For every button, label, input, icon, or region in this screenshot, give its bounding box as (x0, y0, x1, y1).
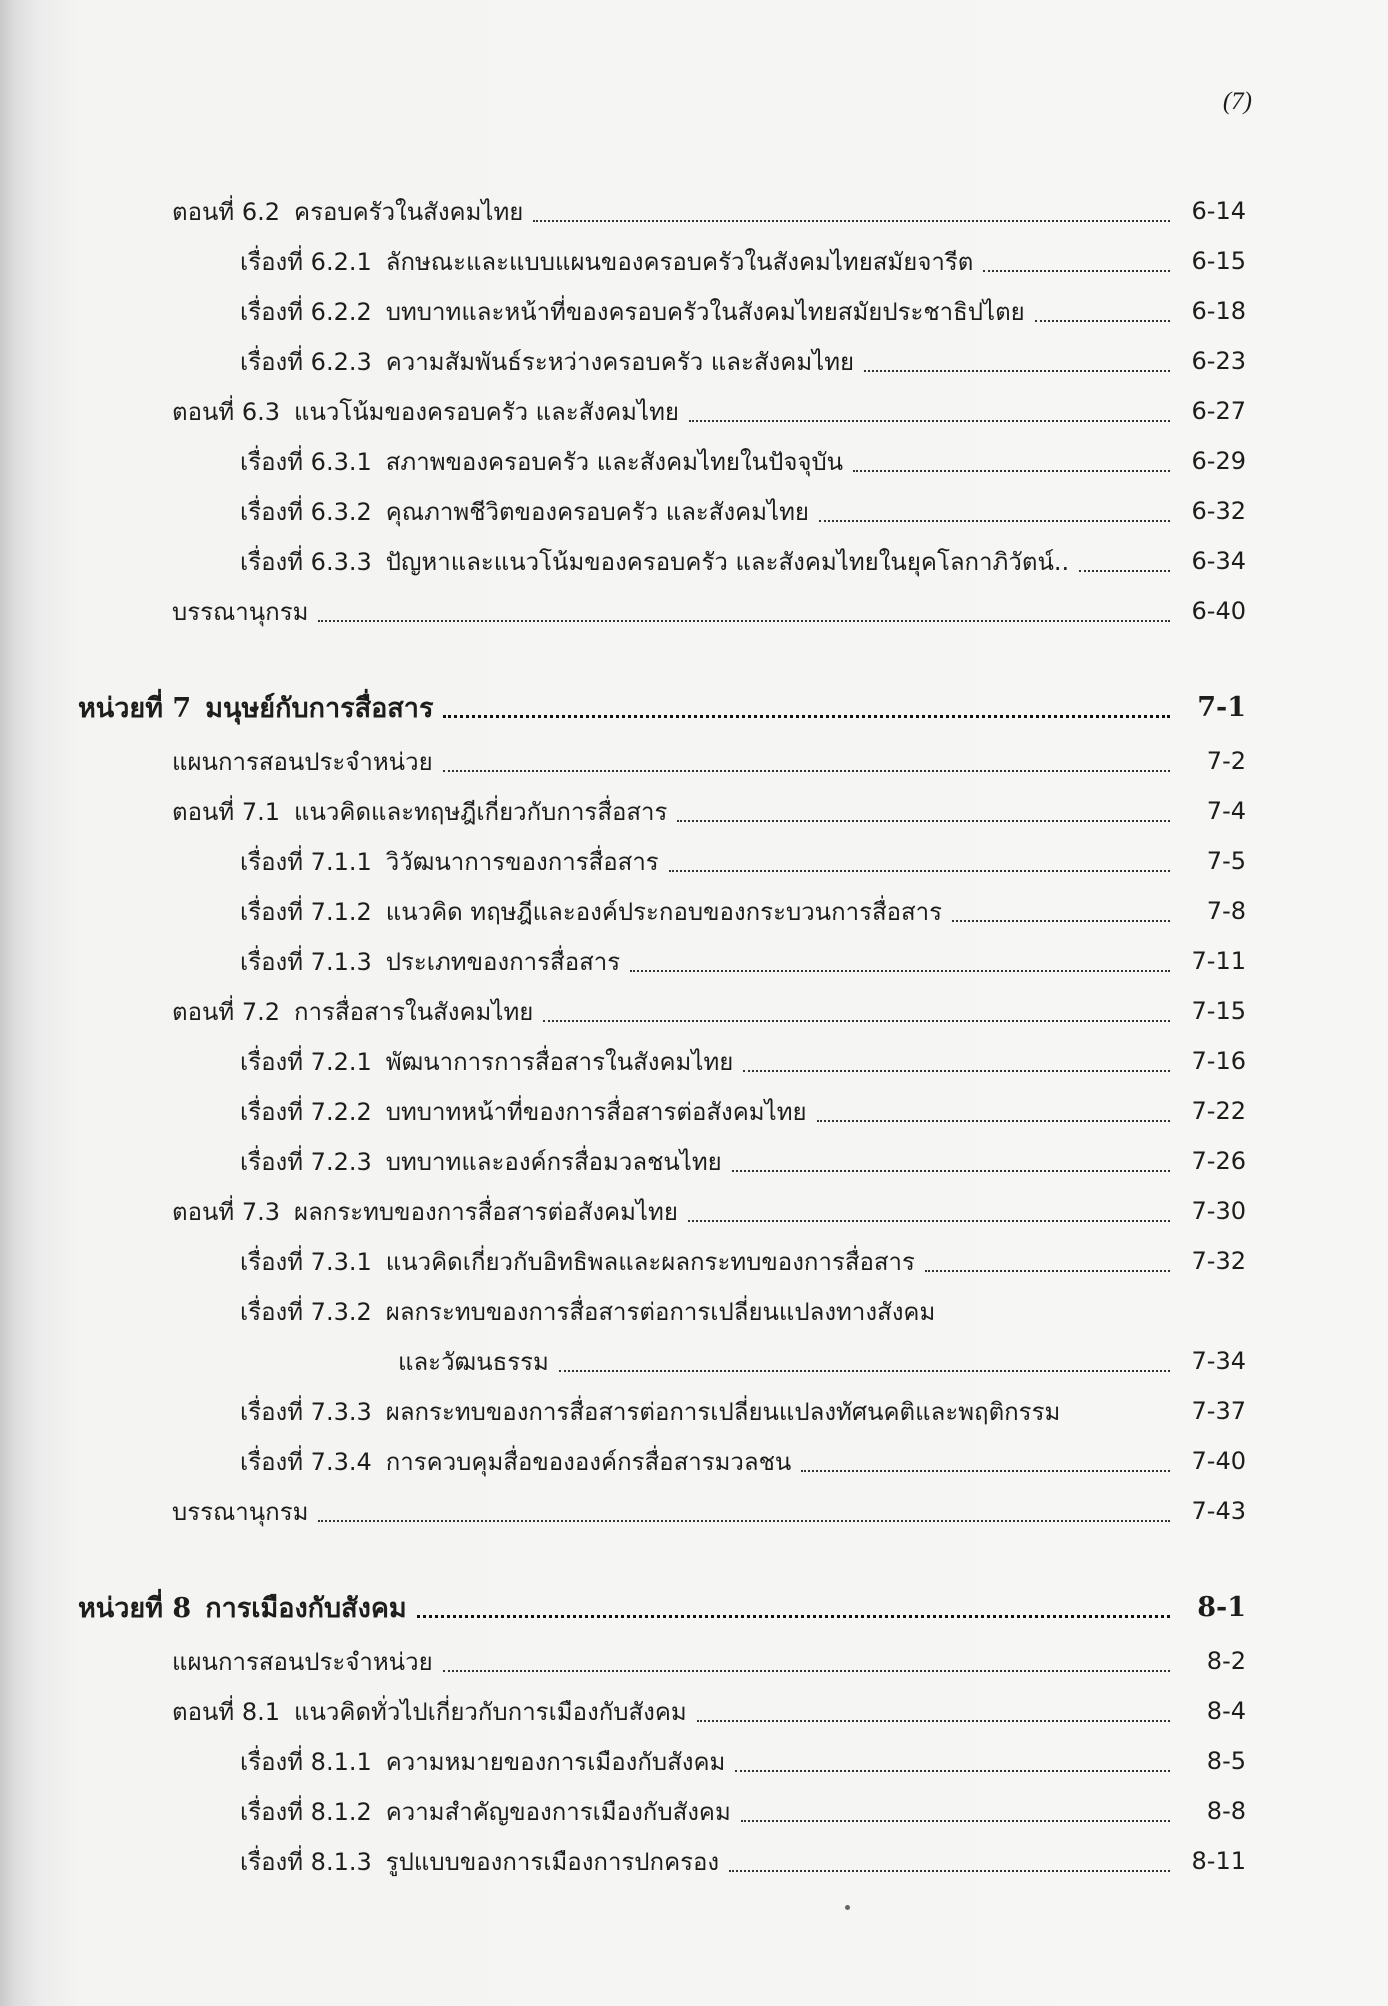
toc-entry-text: มนุษย์กับการสื่อสาร (205, 692, 434, 724)
toc-entry-title (78, 1586, 407, 1629)
toc-entry-label: หน่วยที่ 8 (78, 1592, 192, 1624)
dot-leader (533, 220, 1170, 222)
dot-leader (743, 1070, 1170, 1072)
toc-entry-label: เรื่องที่ 7.3.3 (240, 1397, 372, 1426)
toc-entry-title-continued: และวัฒนธรรม (398, 1347, 549, 1376)
toc-entry-label: เรื่องที่ 7.2.1 (240, 1047, 372, 1076)
dot-leader (1035, 320, 1170, 322)
toc-topic-entry (0, 1036, 1388, 1086)
toc-entry-title (240, 442, 843, 481)
toc-entry-text: ลักษณะและแบบแผนของครอบครัวในสังคมไทยสมัยจารีต (385, 247, 974, 276)
toc-entry-text: แผนการสอนประจำหน่วย (172, 1647, 433, 1676)
toc-entry-title (172, 1492, 308, 1531)
toc-entry-title (240, 942, 620, 981)
toc-entry-title (172, 192, 523, 231)
dot-leader (443, 1670, 1170, 1672)
toc-section-entry (0, 786, 1388, 836)
dot-leader (817, 1120, 1170, 1122)
toc-entry-label: เรื่องที่ 7.1.2 (240, 897, 372, 926)
toc-section-entry (0, 586, 1388, 636)
toc-topic-entry (0, 1786, 1388, 1836)
dot-leader (1079, 570, 1170, 572)
dot-leader (729, 1870, 1170, 1872)
toc-unit-heading (0, 682, 1388, 732)
toc-entry-text: ครอบครัวในสังคมไทย (294, 197, 524, 226)
dot-leader (801, 1470, 1170, 1472)
toc-entry-page: 7-30 (1191, 1197, 1246, 1225)
dot-leader (689, 420, 1170, 422)
dot-leader (443, 770, 1170, 772)
toc-entry-label: เรื่องที่ 6.3.3 (240, 547, 372, 576)
toc-entry-text: สภาพของครอบครัว และสังคมไทยในปัจจุบัน (385, 447, 844, 476)
toc-entry-label: ตอนที่ 7.3 (172, 1197, 281, 1226)
toc-entry-page: 7-11 (1191, 947, 1246, 975)
toc-entry-label: เรื่องที่ 6.3.2 (240, 497, 372, 526)
dot-leader (697, 1720, 1170, 1722)
dot-leader (735, 1770, 1170, 1772)
toc-entry-label: หน่วยที่ 7 (78, 692, 192, 724)
toc-entry-page: 7-43 (1191, 1497, 1246, 1525)
toc-topic-entry (0, 936, 1388, 986)
toc-entry-page: 7-1 (1197, 691, 1246, 723)
toc-entry-text: แนวโน้มของครอบครัว และสังคมไทย (294, 397, 679, 426)
toc-entry-label: ตอนที่ 6.2 (172, 197, 281, 226)
toc-entry-first-line (240, 1286, 935, 1336)
dot-leader (669, 870, 1170, 872)
toc-entry-label: เรื่องที่ 8.1.3 (240, 1847, 372, 1876)
toc-entry-label: เรื่องที่ 6.2.1 (240, 247, 372, 276)
toc-entry-title (240, 892, 942, 931)
toc-entry-page: 6-34 (1191, 547, 1246, 575)
toc-entry-page: 6-29 (1191, 447, 1246, 475)
toc-entry-text: รูปแบบของการเมืองการปกครอง (385, 1847, 720, 1876)
dot-leader (864, 370, 1170, 372)
toc-topic-entry (0, 1836, 1388, 1886)
toc-entry-page: 7-22 (1191, 1097, 1246, 1125)
toc-entry-page: 7-32 (1191, 1247, 1246, 1275)
toc-entry-title (172, 992, 533, 1031)
toc-topic-entry (0, 336, 1388, 386)
toc-entry-title (240, 542, 1069, 581)
toc-topic-entry (0, 436, 1388, 486)
toc-entry-page: 8-2 (1206, 1647, 1246, 1675)
toc-entry-title (240, 1392, 1060, 1431)
toc-entry-label: เรื่องที่ 7.1.3 (240, 947, 372, 976)
dot-leader (677, 820, 1170, 822)
dot-leader (630, 970, 1170, 972)
toc-entry-page: 7-15 (1191, 997, 1246, 1025)
toc-section-entry (0, 386, 1388, 436)
toc-section-entry (0, 1636, 1388, 1686)
toc-entry-title (240, 1092, 807, 1131)
dot-leader (417, 1615, 1170, 1618)
dot-leader (318, 1520, 1170, 1522)
toc-topic-entry (0, 1736, 1388, 1786)
toc-topic-entry (0, 1386, 1388, 1436)
dot-leader (443, 715, 1170, 718)
toc-entry-page: 6-27 (1191, 397, 1246, 425)
toc-entry-title (240, 1142, 722, 1181)
toc-topic-entry (0, 536, 1388, 586)
toc-entry-label: ตอนที่ 8.1 (172, 1697, 281, 1726)
toc-entry-label: ตอนที่ 7.1 (172, 797, 281, 826)
toc-entry-page: 7-2 (1206, 747, 1246, 775)
toc-entry-page: 8-5 (1206, 1747, 1246, 1775)
toc-entry-text: แนวคิดเกี่ยวกับอิทธิพลและผลกระทบของการสื่อสาร (385, 1247, 915, 1276)
toc-topic-entry (0, 236, 1388, 286)
toc-entry-page: 6-15 (1191, 247, 1246, 275)
toc-entry-text: ประเภทของการสื่อสาร (385, 947, 621, 976)
toc-entry-page: 7-26 (1191, 1147, 1246, 1175)
toc-entry-title (240, 1242, 915, 1281)
toc-entry-text: บทบาทและหน้าที่ของครอบครัวในสังคมไทยสมัยประชาธิปไตย (385, 297, 1025, 326)
toc-topic-entry (0, 1436, 1388, 1486)
toc-entry-page: 6-40 (1191, 597, 1246, 625)
toc-entry-title (240, 242, 973, 281)
toc-entry-label: เรื่องที่ 6.2.2 (240, 297, 372, 326)
toc-entry-page: 8-8 (1206, 1797, 1246, 1825)
dot-leader (925, 1270, 1170, 1272)
toc-entry-text: แนวคิด ทฤษฎีและองค์ประกอบของกระบวนการสื่อสาร (385, 897, 943, 926)
toc-topic-entry (0, 836, 1388, 886)
toc-entry-text: ความสำคัญของการเมืองกับสังคม (385, 1797, 731, 1826)
toc-topic-entry (0, 886, 1388, 936)
dot-leader (853, 470, 1170, 472)
toc-topic-entry (0, 1236, 1388, 1286)
toc-entry-text: บทบาทและองค์กรสื่อมวลชนไทย (385, 1147, 722, 1176)
toc-entry-text: ความหมายของการเมืองกับสังคม (385, 1747, 726, 1776)
toc-entry-label: เรื่องที่ 7.2.3 (240, 1147, 372, 1176)
toc-entry-label: เรื่องที่ 7.3.2 (240, 1297, 372, 1326)
toc-section-entry (0, 986, 1388, 1036)
dot-leader (983, 270, 1170, 272)
toc-entry-text: พัฒนาการการสื่อสารในสังคมไทย (385, 1047, 734, 1076)
toc-entry-title (172, 1192, 678, 1231)
toc-entry-title (172, 392, 679, 431)
toc-entry-page: 7-8 (1206, 897, 1246, 925)
toc-section-entry (0, 1186, 1388, 1236)
toc-entry-text: ปัญหาและแนวโน้มของครอบครัว และสังคมไทยในยุคโลกาภิวัตน์.. (385, 547, 1070, 576)
toc-section-entry (0, 736, 1388, 786)
toc-entry-label: เรื่องที่ 6.3.1 (240, 447, 372, 476)
toc-entry-title (240, 1742, 725, 1781)
toc-entry-title (240, 1842, 719, 1881)
toc-entry-title (172, 742, 433, 781)
toc-entry-page: 6-18 (1191, 297, 1246, 325)
dot-leader (952, 920, 1170, 922)
dot-leader (543, 1020, 1170, 1022)
toc-entry-text: ผลกระทบของการสื่อสารต่อการเปลี่ยนแปลงทัศนคติและพฤติกรรม (385, 1397, 1061, 1426)
toc-entry-text: แนวคิดทั่วไปเกี่ยวกับการเมืองกับสังคม (294, 1697, 687, 1726)
toc-entry-text: ผลกระทบของการสื่อสารต่อสังคมไทย (294, 1197, 678, 1226)
toc-entry-title (240, 1042, 733, 1081)
toc-entry-text: คุณภาพชีวิตของครอบครัว และสังคมไทย (385, 497, 809, 526)
toc-entry-text: ความสัมพันธ์ระหว่างครอบครัว และสังคมไทย (385, 347, 855, 376)
toc-entry-label: เรื่องที่ 7.3.1 (240, 1247, 372, 1276)
toc-entry-title (240, 842, 659, 881)
toc-entry-label: เรื่องที่ 7.2.2 (240, 1097, 372, 1126)
toc-entry-title (240, 1792, 731, 1831)
toc-topic-entry (0, 486, 1388, 536)
toc-section-entry (0, 1686, 1388, 1736)
toc-entry-text: แนวคิดและทฤษฎีเกี่ยวกับการสื่อสาร (294, 797, 668, 826)
toc-entry-page: 6-23 (1191, 347, 1246, 375)
toc-entry-page: 7-37 (1191, 1397, 1246, 1425)
toc-entry-page: 6-32 (1191, 497, 1246, 525)
toc-entry-text: บรรณานุกรม (172, 1497, 309, 1526)
toc-entry-label: ตอนที่ 7.2 (172, 997, 281, 1026)
toc-entry-text: การเมืองกับสังคม (205, 1592, 407, 1624)
toc-section-entry (0, 186, 1388, 236)
toc-entry-page: 8-1 (1197, 1591, 1246, 1623)
toc-entry-title (172, 792, 667, 831)
toc-entry-label: เรื่องที่ 6.2.3 (240, 347, 372, 376)
toc-entry-title: ผลกระทบของการสื่อสารต่อการเปลี่ยนแปลงทางสังคม (385, 1297, 936, 1326)
toc-unit-heading (0, 1582, 1388, 1632)
toc-entry-title (240, 492, 809, 531)
toc-entry-label: เรื่องที่ 7.3.4 (240, 1447, 372, 1476)
toc-entry-title (240, 342, 854, 381)
toc-entry-page: 6-14 (1191, 197, 1246, 225)
dot-leader (688, 1220, 1170, 1222)
toc-entry-title (172, 1642, 433, 1681)
toc-entry-label: ตอนที่ 6.3 (172, 397, 281, 426)
toc-topic-entry (0, 286, 1388, 336)
toc-topic-entry (0, 1136, 1388, 1186)
toc-entry-title (240, 1442, 791, 1481)
toc-entry-text: การสื่อสารในสังคมไทย (294, 997, 534, 1026)
toc-entry-page: 7-4 (1206, 797, 1246, 825)
toc-entry-text: บทบาทหน้าที่ของการสื่อสารต่อสังคมไทย (385, 1097, 807, 1126)
dot-leader (559, 1370, 1170, 1372)
toc-entry-title (240, 292, 1025, 331)
toc-entry-text: บรรณานุกรม (172, 597, 309, 626)
dot-leader (318, 620, 1170, 622)
toc-topic-entry (0, 1086, 1388, 1136)
toc-entry-text: การควบคุมสื่อขององค์กรสื่อสารมวลชน (385, 1447, 792, 1476)
toc-entry-page: 8-11 (1191, 1847, 1246, 1875)
toc-entry-title (78, 686, 433, 729)
toc-entry-title (172, 1692, 687, 1731)
toc-entry-title (172, 592, 308, 631)
toc-entry-label: เรื่องที่ 7.1.1 (240, 847, 372, 876)
toc-section-entry (0, 1486, 1388, 1536)
toc-entry-label: เรื่องที่ 8.1.1 (240, 1747, 372, 1776)
dot-leader (819, 520, 1170, 522)
scan-speck (845, 1905, 850, 1910)
page-number: (7) (1222, 88, 1252, 115)
toc-entry-page: 7-34 (1191, 1347, 1246, 1375)
toc-entry-label: เรื่องที่ 8.1.2 (240, 1797, 372, 1826)
toc-entry-text: แผนการสอนประจำหน่วย (172, 747, 433, 776)
toc-entry-page: 7-5 (1206, 847, 1246, 875)
dot-leader (732, 1170, 1170, 1172)
toc-entry-text: วิวัฒนาการของการสื่อสาร (385, 847, 659, 876)
dot-leader (741, 1820, 1170, 1822)
toc-entry-page: 7-40 (1191, 1447, 1246, 1475)
toc-entry-page: 7-16 (1191, 1047, 1246, 1075)
toc-entry-continuation (0, 1336, 1388, 1386)
toc-entry-page: 8-4 (1206, 1697, 1246, 1725)
